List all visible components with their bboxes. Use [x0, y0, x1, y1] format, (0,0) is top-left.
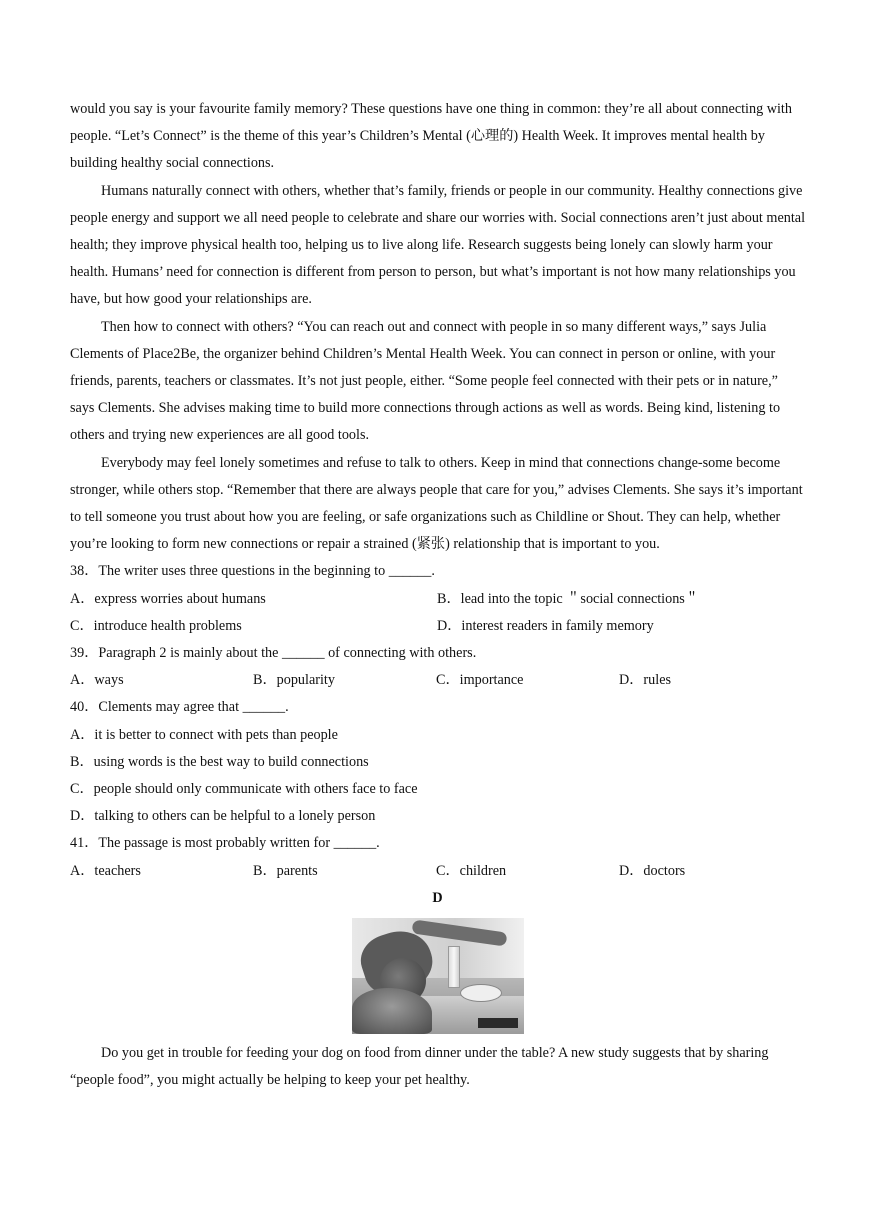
section-d-photo-container	[70, 918, 805, 1034]
passage-paragraph-3: Then how to connect with others? “You can reach out and connect with people in so many different ways,” says Julia Clements of Place2Be, the organizer behind Children’s Mental Health Week. You can connect in person or online, with your friends, parents, teachers or classmates. It’s not just people, either. “Some people feel connected with their pets or in nature,” says Clements. She advises making time to build more connections through actions as well as words. Being kind, listening to others and trying new experiences are all good tools.	[70, 318, 781, 444]
question-40-option-d: D．talking to others can be helpful to a lonely person	[70, 808, 376, 825]
question-38-stem: 38．The writer uses three questions in the beginning to ______.	[70, 563, 435, 580]
photo-watermark	[478, 1018, 518, 1028]
question-40-stem: 40．Clements may agree that ______.	[70, 699, 289, 716]
question-39-option-a: A．ways	[70, 672, 124, 689]
section-d-heading: D	[432, 889, 443, 906]
passage-paragraph-2: Humans naturally connect with others, whether that’s family, friends or people in our community. Healthy connections give people energy and support we all need people to celebrate and share our worries with. Social connections aren’t just about mental health; they improve physical health too, helping us to live along life. Research suggests being lonely can slowly harm your health. Humans’ need for connection is different from person to person, but what’s important is not how many relationships you have, but how good your relationships are.	[70, 182, 806, 308]
question-40-option-b: B．using words is the best way to build connections	[70, 753, 369, 770]
question-39-option-b: B．popularity	[253, 672, 335, 689]
question-38-options-row-2	[70, 613, 805, 640]
man-feeding-dog-photo	[352, 918, 524, 1034]
passage-paragraph-1: would you say is your favourite family memory? These questions have one thing in common: they’re all about connecting with people. “Let’s Connect” is the theme of this year’s Children’s Mental (心理的) Health Week. It improves mental health by building healthy social connections.	[70, 101, 792, 172]
document-page	[70, 96, 805, 1095]
question-39-options	[70, 667, 805, 694]
question-38-option-b: B．lead into the topic ＂social connections＂	[437, 590, 700, 607]
passage-paragraph-4: Everybody may feel lonely sometimes and refuse to talk to others. Keep in mind that connections change-some become stronger, while others stop. “Remember that there are always people that care for you,” advises Clements. She says it’s important to tell someone you trust about how you are feeling, or safe organizations such as Childline or Shout. They can help, whether you’re looking to form new connections or repair a strained (紧张) relationship that is important to you.	[70, 454, 803, 553]
question-41-option-d: D．doctors	[619, 862, 686, 879]
question-41-stem: 41．The passage is most probably written for ______.	[70, 835, 380, 852]
question-41-options	[70, 858, 805, 885]
photo-glass	[448, 946, 460, 988]
question-38-option-d: D．interest readers in family memory	[437, 617, 654, 634]
question-41-option-c: C．children	[436, 862, 507, 879]
question-39-option-c: C．importance	[436, 672, 524, 689]
photo-plate	[460, 984, 502, 1002]
question-39-option-d: D．rules	[619, 672, 672, 689]
section-d-paragraph: Do you get in trouble for feeding your dog on food from dinner under the table? A new study suggests that by sharing “people food”, you might actually be helping to keep your pet healthy.	[70, 1045, 769, 1089]
question-38-option-a: A．express worries about humans	[70, 590, 266, 607]
question-41-option-b: B．parents	[253, 862, 318, 879]
question-38-option-c: C．introduce health problems	[70, 617, 242, 634]
question-40-option-a: A．it is better to connect with pets than people	[70, 726, 338, 743]
question-39-stem: 39．Paragraph 2 is mainly about the ______ of connecting with others.	[70, 645, 477, 662]
photo-dog	[352, 988, 432, 1034]
question-40-option-c: C．people should only communicate with others face to face	[70, 781, 418, 798]
question-41-option-a: A．teachers	[70, 862, 141, 879]
question-38-options-row-1	[70, 586, 805, 613]
